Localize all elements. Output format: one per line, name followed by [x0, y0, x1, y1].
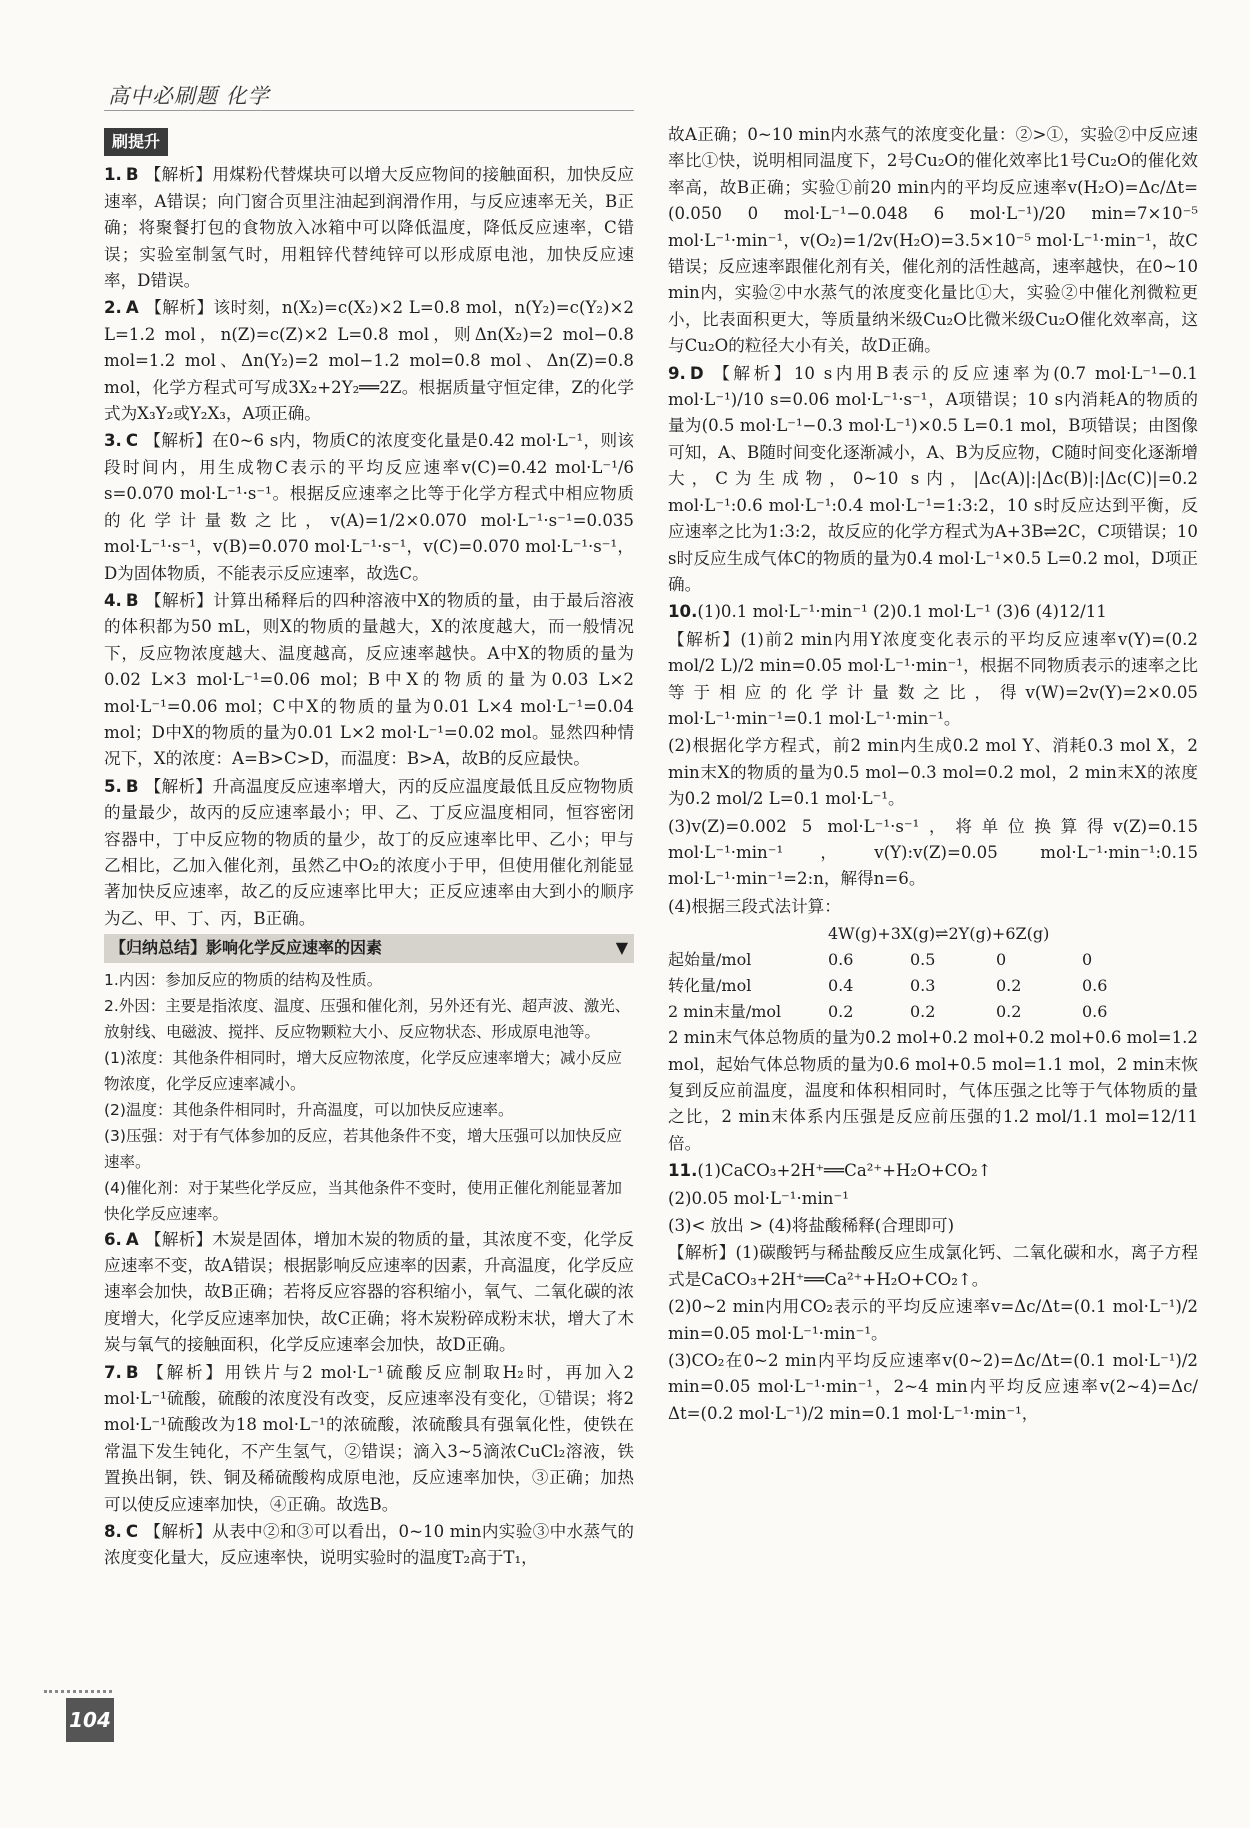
- answer-text: 【解析】计算出稀释后的四种溶液中X的物质的量，由于最后溶液的体积都为50 mL，则X的物质的量越大，X的浓度越大，而一般情况下，反应物浓度越大、温度越高，反应速率越快。A中X的物质的量为0.02 L×3 mol·L⁻¹=0.06 mol；B中X的物质的量为0.03 L×2 mol·L⁻¹=0.06 mol；C中X的物质的量为0.01 L×4 mol·L⁻¹=0.04 mol；D中X的物质的量为0.01 L×2 mol·L⁻¹=0.02 mol。显然四种情况下，X的浓度：A=B>C>D，而温度：B>A，故B的反应最快。: [104, 590, 634, 769]
- answer-item: [104, 162, 634, 294]
- answer-item: [668, 1158, 1198, 1184]
- answer-item: [668, 733, 1198, 812]
- answer-text: 【解析】用铁片与2 mol·L⁻¹硫酸反应制取H₂时，再加入2 mol·L⁻¹硫酸，硫酸的浓度没有改变，反应速率没有变化，①错误；将2 mol·L⁻¹硫酸改为18 mol·L⁻¹的浓硫酸，浓硫酸具有强氧化性，使铁在常温下发生钝化，不产生氢气，②错误；滴入3~5滴浓CuCl₂溶液，铁置换出铜，铁、铜及稀硫酸构成原电池，反应速率加快，③正确；加热可以使反应速率加快，④正确。故选B。: [104, 1362, 634, 1514]
- running-header: 高中必刷题 化学: [108, 84, 270, 108]
- answer-text: (2)0.05 mol·L⁻¹·min⁻¹: [668, 1188, 849, 1208]
- answer-text: 【解析】升高温度反应速率增大，丙的反应温度最低且反应物物质的量最少，故丙的反应速率最小；甲、乙、丁反应温度相同，恒容密闭容器中，丁中反应物的物质的量少，故丁的反应速率比甲、乙小；甲与乙相比，乙加入催化剂，虽然乙中O₂的浓度小于甲，但使用催化剂能显著加快反应速率，故乙的反应速率比甲大；正反应速率由大到小的顺序为乙、甲、丁、丙，B正确。: [104, 776, 634, 928]
- cell-value: 0.2: [828, 1002, 854, 1022]
- answer-letter: B: [125, 1362, 139, 1382]
- answer-text: 【解析】在0~6 s内，物质C的浓度变化量是0.42 mol·L⁻¹，则该段时间内，用生成物C表示的平均反应速率v(C)=0.42 mol·L⁻¹/6 s=0.070 mol·L⁻¹·s⁻¹。根据反应速率之比等于化学方程式中相应物质的化学计量数之比，v(A)=1/2×0.070 mol·L⁻¹·s⁻¹=0.035 mol·L⁻¹·s⁻¹，v(B)=0.070 mol·L⁻¹·s⁻¹，v(C)=0.070 mol·L⁻¹·s⁻¹，D为固体物质，不能表示反应速率，故选C。: [104, 431, 634, 583]
- summary-line: (1)浓度：其他条件相同时，增大反应物浓度，化学反应速率增大；减小反应物浓度，化学反应速率减小。: [104, 1048, 622, 1093]
- answer-item: [104, 1360, 634, 1518]
- answer-text: (4)根据三段式法计算：: [668, 896, 841, 916]
- header-rule: [104, 110, 634, 111]
- table-row: [668, 999, 1198, 1025]
- cell-value: 0.3: [910, 976, 936, 996]
- summary-line: 1.内因：参加反应的物质的结构及性质。: [104, 970, 383, 989]
- right-answers-2: [668, 1025, 1198, 1427]
- section-tag: 刷提升: [104, 128, 168, 156]
- cell-value: 0.6: [1082, 976, 1108, 996]
- answer-item: [104, 428, 634, 586]
- answer-text: 【解析】用煤粉代替煤块可以增大反应物间的接触面积，加快反应速率，A错误；向门窗合页里注油起到润滑作用，与反应速率无关，B正确；将聚餐打包的食物放入冰箱中可以降低温度，降低反应速率，C错误；实验室制氢气时，用粗锌代替纯锌可以形成原电池，加快反应速率，D错误。: [104, 165, 634, 291]
- cell-value: 0.6: [1082, 1002, 1108, 1022]
- summary-line: (2)温度：其他条件相同时，升高温度，可以加快反应速率。: [104, 1100, 514, 1119]
- left-answers-2: [104, 1227, 634, 1572]
- answer-letter: B: [125, 165, 139, 185]
- answer-letter: B: [125, 590, 139, 610]
- table-row: [668, 947, 1198, 973]
- answer-text: 【解析】10 s内用B表示的反应速率为(0.7 mol·L⁻¹−0.1 mol·L⁻¹)/10 s=0.06 mol·L⁻¹·s⁻¹，A项错误；10 s内消耗A的物质的量为(0.5 mol·L⁻¹−0.3 mol·L⁻¹)×0.5 L=0.1 mol，B项错误；由图像可知，A、B随时间变化逐渐减小，A、B为反应物，C随时间变化逐渐增大，C为生成物，0~10 s内，|Δc(A)|:|Δc(B)|:|Δc(C)|=0.2 mol·L⁻¹:0.6 mol·L⁻¹:0.4 mol·L⁻¹=1:3:2，10 s时反应达到平衡，反应速率之比为1:3:2，故反应的化学方程式为A+3B⇌2C，C项错误；10 s时反应生成气体C的物质的量为0.4 mol·L⁻¹×0.5 L=0.2 mol，D项正确。: [668, 363, 1198, 594]
- cell-value: 0.2: [996, 976, 1022, 996]
- answer-item: [104, 588, 634, 773]
- row-label: 2 min末量/mol: [668, 1002, 782, 1022]
- answer-text: 【解析】木炭是固体，增加木炭的物质的量，其浓度不变，化学反应速率不变，故A错误；根据影响反应速率的因素，升高温度，化学反应速率会加快，故B正确；若将反应容器的容积缩小，氧气、二氧化碳的浓度增大，化学反应速率加快，故C正确；将木炭粉碎成粉末状，增大了木炭与氧气的接触面积，化学反应速率会加快，故D正确。: [104, 1229, 634, 1355]
- answer-text: (1)CaCO₃+2H⁺══Ca²⁺+H₂O+CO₂↑: [697, 1161, 992, 1181]
- answer-text: 【解析】该时刻，n(X₂)=c(X₂)×2 L=0.8 mol，n(Y₂)=c(Y₂)×2 L=1.2 mol，n(Z)=c(Z)×2 L=0.8 mol，则Δn(X₂)=2 mol−0.8 mol=1.2 mol、Δn(Y₂)=2 mol−1.2 mol=0.8 mol、Δn(Z)=0.8 mol，化学方程式可写成3X₂+2Y₂══2Z。根据质量守恒定律，Z的化学式为X₃Y₂或Y₂X₃，A项正确。: [104, 298, 634, 424]
- answer-item: [668, 1186, 1198, 1212]
- answer-item: [668, 627, 1198, 733]
- answer-letter: A: [125, 298, 139, 318]
- question-number: 6.: [104, 1229, 122, 1249]
- triangle-down-icon: ▼: [615, 938, 628, 958]
- question-number: 3.: [104, 431, 122, 451]
- answer-item: [668, 1240, 1198, 1293]
- question-number: 11.: [668, 1161, 698, 1181]
- answer-text: (3)< 放出 > (4)将盐酸稀释(合理即可): [668, 1216, 955, 1236]
- answer-item: [668, 361, 1198, 599]
- cell-value: 0.2: [996, 1002, 1022, 1022]
- answer-item: [668, 1294, 1198, 1347]
- answer-item: [104, 774, 634, 932]
- answer-item: [668, 894, 1198, 920]
- three-stage-table: [668, 921, 1198, 1025]
- cell-value: 0: [1082, 950, 1093, 970]
- cell-value: 0: [996, 950, 1007, 970]
- left-column: [104, 128, 634, 1573]
- left-answers: [104, 162, 634, 932]
- row-label: 起始量/mol: [668, 950, 752, 970]
- table-equation: 4W(g)+3X(g)⇌2Y(g)+6Z(g): [828, 924, 1050, 944]
- answer-text: (3)v(Z)=0.002 5 mol·L⁻¹·s⁻¹，将单位换算得v(Z)=0.15 mol·L⁻¹·min⁻¹，v(Y):v(Z)=0.05 mol·L⁻¹·min⁻¹:0.15 mol·L⁻¹·min⁻¹=2:n，解得n=6。: [668, 816, 1198, 889]
- summary-line: 2.外因：主要是指浓度、温度、压强和催化剂，另外还有光、超声波、激光、放射线、电磁波、搅拌、反应物颗粒大小、反应物状态、形成原电池等。: [104, 996, 631, 1041]
- row-label: 转化量/mol: [668, 976, 752, 996]
- table-row: [668, 973, 1198, 999]
- answer-text: 【解析】(1)碳酸钙与稀盐酸反应生成氯化钙、二氧化碳和水，离子方程式是CaCO₃+2H⁺══Ca²⁺+H₂O+CO₂↑。: [668, 1243, 1198, 1289]
- question-number: 4.: [104, 590, 122, 610]
- summary-title: 【归纳总结】影响化学反应速率的因素: [110, 938, 383, 958]
- answer-letter: A: [125, 1229, 139, 1249]
- answer-text: (2)根据化学方程式，前2 min内生成0.2 mol Y、消耗0.3 mol X，2 min末X的物质的量为0.5 mol−0.3 mol=0.2 mol，2 min末X的浓度为0.2 mol/2 L=0.1 mol·L⁻¹。: [668, 736, 1198, 809]
- answer-text: (3)CO₂在0~2 min内平均反应速率v(0~2)=Δc/Δt=(0.1 mol·L⁻¹)/2 min=0.05 mol·L⁻¹·min⁻¹，2~4 min内平均反应速率v(2~4)=Δc/Δt=(0.2 mol·L⁻¹)/2 min=0.1 mol·L⁻¹·min⁻¹，: [668, 1351, 1198, 1423]
- summary-body: [104, 967, 634, 1227]
- answer-item: [104, 1519, 634, 1572]
- cell-value: 0.6: [828, 950, 854, 970]
- question-number: 1.: [104, 165, 122, 185]
- answer-item: [668, 122, 1198, 360]
- question-number: 7.: [104, 1362, 122, 1382]
- answer-letter: B: [125, 776, 139, 796]
- answer-item: [668, 1213, 1198, 1239]
- answer-text: 【解析】(1)前2 min内用Y浓度变化表示的平均反应速率v(Y)=(0.2 mol/2 L)/2 min=0.05 mol·L⁻¹·min⁻¹，根据不同物质表示的速率之比等于相应的化学计量数之比，得v(W)=2v(Y)=2×0.05 mol·L⁻¹·min⁻¹=0.1 mol·L⁻¹·min⁻¹。: [668, 629, 1198, 728]
- answer-item: [668, 814, 1198, 893]
- page-number: 104: [66, 1698, 114, 1742]
- answer-text: (1)0.1 mol·L⁻¹·min⁻¹ (2)0.1 mol·L⁻¹ (3)6 (4)12/11: [697, 602, 1107, 622]
- answer-letter: C: [125, 1522, 139, 1542]
- summary-line: (3)压强：对于有气体参加的反应，若其他条件不变，增大压强可以加快反应速率。: [104, 1126, 622, 1171]
- question-number: 9.: [668, 363, 686, 383]
- question-number: 10.: [668, 602, 698, 622]
- answer-text: 2 min末气体总物质的量为0.2 mol+0.2 mol+0.2 mol+0.6 mol=1.2 mol，起始气体总物质的量为0.6 mol+0.5 mol=1.1 mol，2 min末恢复到反应前温度，温度和体积相同时，气体压强之比等于气体物质的量之比，2 min末体系内压强是反应前压强的1.2 mol/1.1 mol=12/11倍。: [668, 1028, 1198, 1153]
- cell-value: 0.4: [828, 976, 854, 996]
- answer-letter: D: [689, 363, 704, 383]
- question-number: 8.: [104, 1522, 122, 1542]
- summary-header: [104, 934, 634, 962]
- answer-text: 故A正确；0~10 min内水蒸气的浓度变化量：②>①，实验②中反应速率比①快，说明相同温度下，2号Cu₂O的催化效率比1号Cu₂O的催化效率高，故B正确；实验①前20 min内的平均反应速率v(H₂O)=Δc/Δt=(0.050 0 mol·L⁻¹−0.048 6 mol·L⁻¹)/20 min=7×10⁻⁵ mol·L⁻¹·min⁻¹，v(O₂)=1/2v(H₂O)=3.5×10⁻⁵ mol·L⁻¹·min⁻¹，故C错误；反应速率跟催化剂有关，催化剂的活性越高，速率越快，在0~10 min内，实验②中水蒸气的浓度变化量比①大，实验②中催化剂微粒更小，比表面积更大，等质量纳米级Cu₂O比微米级Cu₂O催化效率高，这与Cu₂O的粒径大小有关，故D正确。: [668, 125, 1198, 356]
- cell-value: 0.2: [910, 1002, 936, 1022]
- question-number: 2.: [104, 298, 122, 318]
- summary-line: (4)催化剂：对于某些化学反应，当其他条件不变时，使用正催化剂能显著加快化学反应速率。: [104, 1178, 622, 1223]
- answer-item: [104, 295, 634, 427]
- answer-letter: C: [125, 431, 139, 451]
- answer-text: (2)0~2 min内用CO₂表示的平均反应速率v=Δc/Δt=(0.1 mol·L⁻¹)/2 min=0.05 mol·L⁻¹·min⁻¹。: [668, 1297, 1198, 1343]
- right-answers: [668, 122, 1198, 920]
- cell-value: 0.5: [910, 950, 936, 970]
- answer-text: 【解析】从表中②和③可以看出，0~10 min内实验③中水蒸气的浓度变化量大，反应速率快，说明实验时的温度T₂高于T₁，: [104, 1522, 634, 1568]
- answer-item: [668, 599, 1198, 625]
- right-column: [668, 122, 1198, 1428]
- answer-item: [668, 1025, 1198, 1157]
- page-dots: [44, 1690, 112, 1693]
- question-number: 5.: [104, 776, 122, 796]
- answer-item: [668, 1348, 1198, 1427]
- answer-item: [104, 1227, 634, 1359]
